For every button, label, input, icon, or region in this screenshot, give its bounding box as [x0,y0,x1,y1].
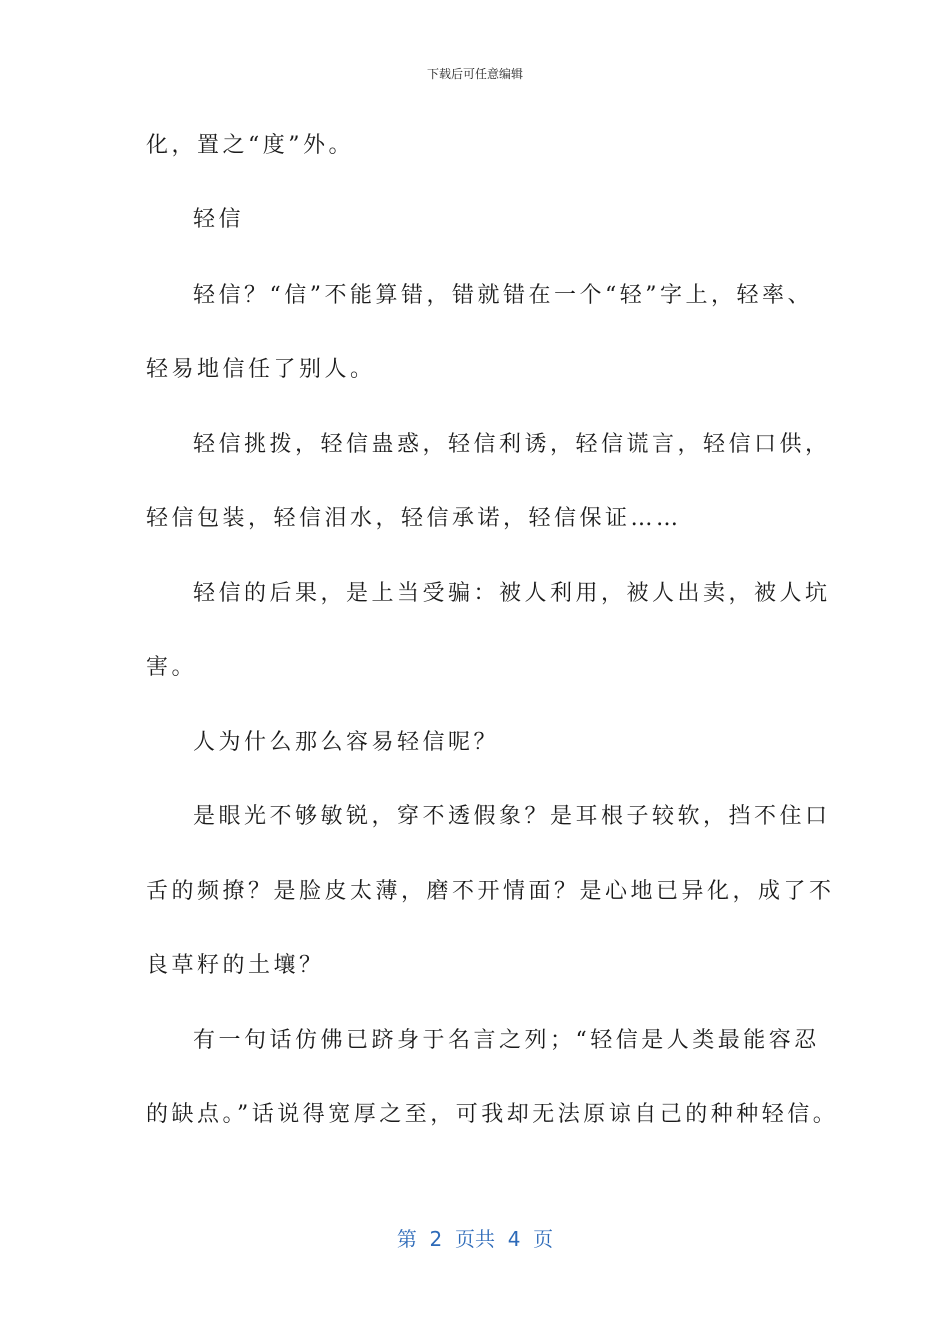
text-line: 轻信包装，轻信泪水，轻信承诺，轻信保证…… [146,506,682,531]
page-header: 下载后可任意编辑 [426,67,523,81]
text-line: 轻易地信任了别人。 [146,357,376,382]
text-line: 轻信的后果，是上当受骗：被人利用，被人出卖，被人坑 [193,581,831,606]
page-number: 第 2 页共 4 页 [396,1227,554,1251]
text-line: 是眼光不够敏锐，穿不透假象？是耳根子较软，挡不住口 [193,804,831,829]
text-line: 化，置之“度”外。 [146,133,354,158]
text-line: 轻信？“信”不能算错，错就错在一个“轻”字上，轻率、 [193,283,813,308]
text-line: 的缺点。”话说得宽厚之至，可我却无法原谅自己的种种轻信。 [146,1102,839,1127]
text-line: 舌的频撩？是脸皮太薄，磨不开情面？是心地已异化，成了不 [146,879,835,904]
section-heading: 轻信 [193,207,245,232]
text-line: 害。 [146,655,198,680]
text-line: 有一句话仿佛已跻身于名言之列；“轻信是人类最能容忍 [193,1028,820,1053]
text-line: 良草籽的土壤？ [146,953,325,978]
page-footer [0,1226,950,1252]
text-line: 轻信挑拨，轻信蛊惑，轻信利诱，轻信谎言，轻信口供， [193,432,831,457]
text-line: 人为什么那么容易轻信呢？ [193,730,500,755]
